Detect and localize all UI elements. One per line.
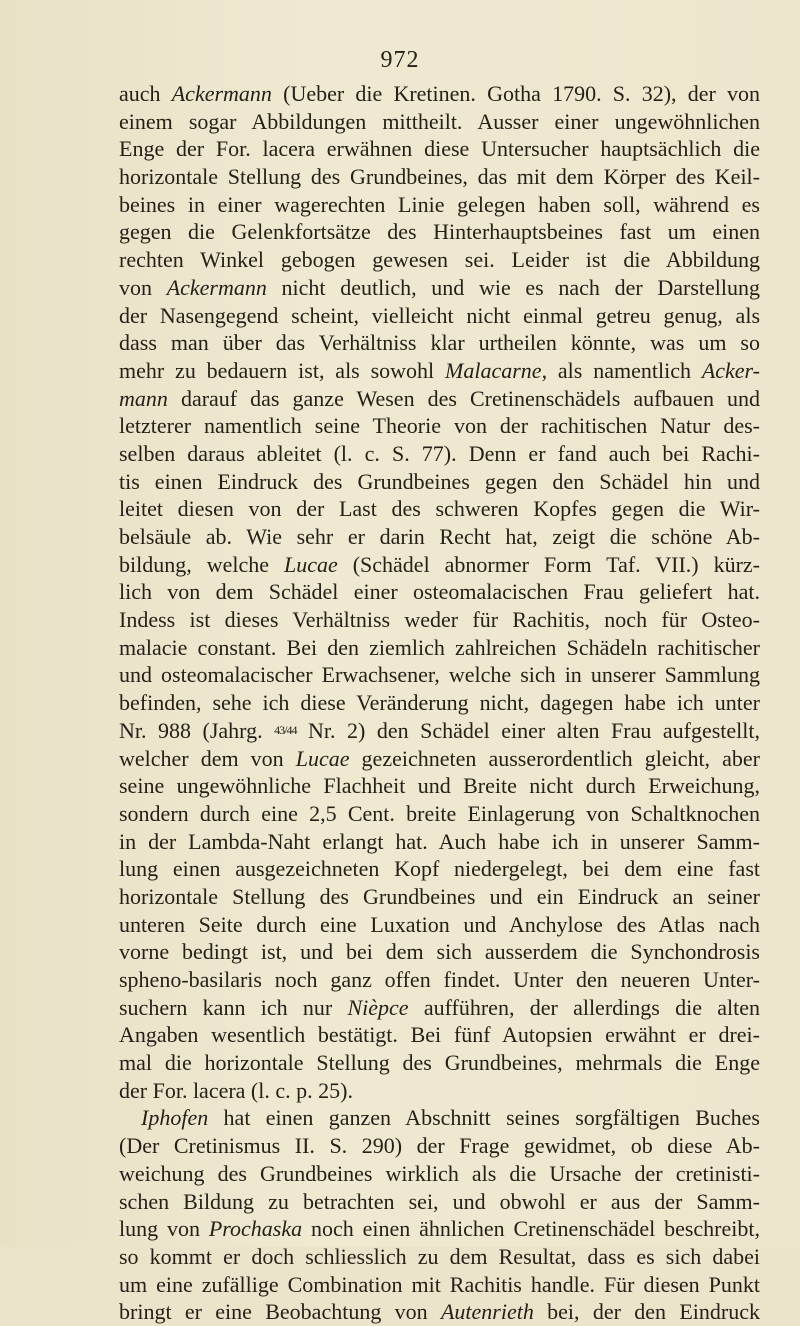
text-line [119,1077,760,1105]
text-run: selben daraus ableitet (l. c. S. 77). Denn er fand auch bei Rachi- [119,440,760,466]
author-name: Lucae [283,551,338,577]
text-run: gezeichneten ausserordentlich gleicht, aber [349,745,760,771]
text-line [119,135,760,163]
text-line [119,883,760,911]
text-run: dass man über das Verhältniss klar urtheilen könnte, was um so [119,330,760,356]
text-run: Indess ist dieses Verhältniss weder für Rachitis, noch für Osteo- [119,607,760,633]
author-name: Acker- [701,357,761,383]
text-run: horizontale Stellung des Grundbeines, das mit dem Körper des Keil- [119,164,760,190]
author-name: Lucae [295,745,350,771]
text-run: leitet diesen von der Last des schweren Kopfes gegen die Wir- [119,496,760,522]
text-line [119,800,760,828]
text-line [119,661,760,689]
text-run: bringt er eine Beobachtung von [119,1299,441,1325]
text-run: gegen die Gelenkfortsätze des Hinterhauptsbeines fast um einen [119,219,760,245]
text-line [119,80,760,108]
text-run: der For. lacera (l. c. p. 25). [119,1077,353,1103]
text-line [119,1271,760,1299]
text-line [119,578,760,606]
text-line [119,911,760,939]
text-line [119,191,760,219]
text-run: so kommt er doch schliesslich zu dem Resultat, dass es sich dabei [119,1243,760,1269]
page-number: 972 [380,47,420,73]
text-line [119,1160,760,1188]
text-run: lung einen ausgezeichneten Kopf niedergelegt, bei dem eine fast [119,856,760,882]
text-run: auch [119,81,172,106]
text-run: bildung, welche [119,551,284,577]
text-run: horizontale Stellung des Grundbeines und ein Eindruck an seiner [119,883,760,909]
author-name: Ackermann [166,274,267,300]
text-run: rechten Winkel gebogen gewesen sei. Leider ist die Abbildung [119,247,760,273]
text-line [119,329,760,357]
text-line [119,1243,760,1271]
text-run: seine ungewöhnliche Flachheit und Breite nicht durch Erweichung, [119,773,760,799]
text-line [119,606,760,634]
text-run: schen Bildung zu betrachten sei, und obwohl er aus der Samm- [119,1188,760,1214]
text-line [119,689,760,717]
text-line [119,745,760,773]
text-run: um eine zufällige Combination mit Rachitis handle. Für diesen Punkt [119,1271,760,1297]
text-run: spheno-basilaris noch ganz offen findet. Unter den neueren Unter- [119,967,760,992]
text-run: unteren Seite durch eine Luxation und Anchylose des Atlas nach [119,911,760,937]
text-line [119,772,760,800]
text-run: nicht deutlich, und wie es nach der Darstellung [266,274,760,300]
text-run: noch einen ähnlichen Cretinenschädel beschreibt, [302,1216,760,1242]
body-text [119,80,760,1326]
text-line [119,495,760,523]
text-run: bei, der den Eindruck [533,1299,760,1325]
author-name: Iphofen [141,1105,209,1131]
fraction: 43/44 [274,722,297,737]
text-line [119,1132,760,1160]
text-run: und osteomalacischer Erwachsener, welche sich in unserer Sammlung [119,662,760,688]
text-line [119,412,760,440]
text-run: der Nasengegend scheint, vielleicht nicht einmal getreu genug, als [119,302,760,328]
text-run: (Schädel abnormer Form Taf. VII.) kürz- [337,551,760,577]
author-name: Autenrieth [440,1299,534,1325]
text-run: , als namentlich [541,357,702,383]
text-line [119,108,760,136]
author-name: Malacarne [445,357,542,383]
text-line [119,357,760,385]
text-run: hat einen ganzen Abschnitt seines sorgfältigen Buches [208,1105,760,1131]
text-run: vorne bedingt ist, und bei dem sich ausserdem die Synchondrosis [119,939,760,965]
text-line [119,855,760,883]
text-line [119,385,760,413]
text-line [119,246,760,274]
text-run: befinden, sehe ich diese Veränderung nicht, dagegen habe ich unter [119,690,760,716]
text-run: tis einen Eindruck des Grundbeines gegen den Schädel hin und [119,468,760,494]
text-run: einem sogar Abbildungen mittheilt. Ausser einer ungewöhnlichen [119,108,760,134]
text-run: in der Lambda-Naht erlangt hat. Auch habe ich in unserer Samm- [119,828,760,854]
text-run: malacie constant. Bei den ziemlich zahlreichen Schädeln rachitischer [119,634,760,660]
text-line [119,1215,760,1243]
text-run: lich von dem Schädel einer osteomalacischen Frau geliefert hat. [119,579,760,605]
text-run: darauf das ganze Wesen des Cretinenschädels aufbauen und [167,385,760,411]
text-run: Nr. 2) den Schädel einer alten Frau aufgestellt, [296,717,760,743]
text-line [119,302,760,330]
text-line [119,634,760,662]
author-name: mann [119,385,168,411]
text-line [119,163,760,191]
text-run: weichung des Grundbeines wirklich als die Ursache der cretinisti- [119,1160,760,1186]
text-line [119,468,760,496]
text-line [119,440,760,468]
text-run: belsäule ab. Wie sehr er darin Recht hat, zeigt die schöne Ab- [119,524,760,549]
text-run: mal die horizontale Stellung des Grundbeines, mehrmals die Enge [119,1050,760,1076]
author-name: Ackermann [171,81,272,106]
text-line [119,966,760,994]
text-line [119,828,760,856]
text-run: lung von [119,1216,209,1242]
text-run: Angaben wesentlich bestätigt. Bei fünf Autopsien erwähnt er drei- [119,1022,760,1048]
text-line [119,1298,760,1326]
text-run: (Ueber die Kretinen. Gotha 1790. S. 32), der von [271,81,760,106]
text-run: von [119,274,167,300]
text-line [119,994,760,1022]
text-run: welcher dem von [119,745,296,771]
text-line [119,717,760,745]
text-run: suchern kann ich nur [119,994,348,1020]
text-line [119,1104,760,1132]
text-line [119,1049,760,1077]
text-run: Enge der For. lacera erwähnen diese Untersucher hauptsächlich die [119,136,760,162]
text-line [119,1188,760,1216]
text-run: (Der Cretinismus II. S. 290) der Frage gewidmet, ob diese Ab- [119,1133,760,1159]
text-line [119,274,760,302]
text-run: beines in einer wagerechten Linie gelegen haben soll, während es [119,191,760,217]
text-run: sondern durch eine 2,5 Cent. breite Einlagerung von Schaltknochen [119,800,760,826]
text-line [119,218,760,246]
text-run: letzterer namentlich seine Theorie von der rachitischen Natur des- [119,413,760,439]
text-line [119,551,760,579]
text-run: mehr zu bedauern ist, als sowohl [119,357,446,383]
author-name: Prochaska [208,1216,303,1242]
text-run: aufführen, der allerdings die alten [408,994,760,1020]
text-line [119,938,760,966]
text-run: Nr. 988 (Jahrg. [119,717,275,743]
text-line [119,523,760,551]
author-name: Nièpce [347,994,409,1020]
text-line [119,1021,760,1049]
